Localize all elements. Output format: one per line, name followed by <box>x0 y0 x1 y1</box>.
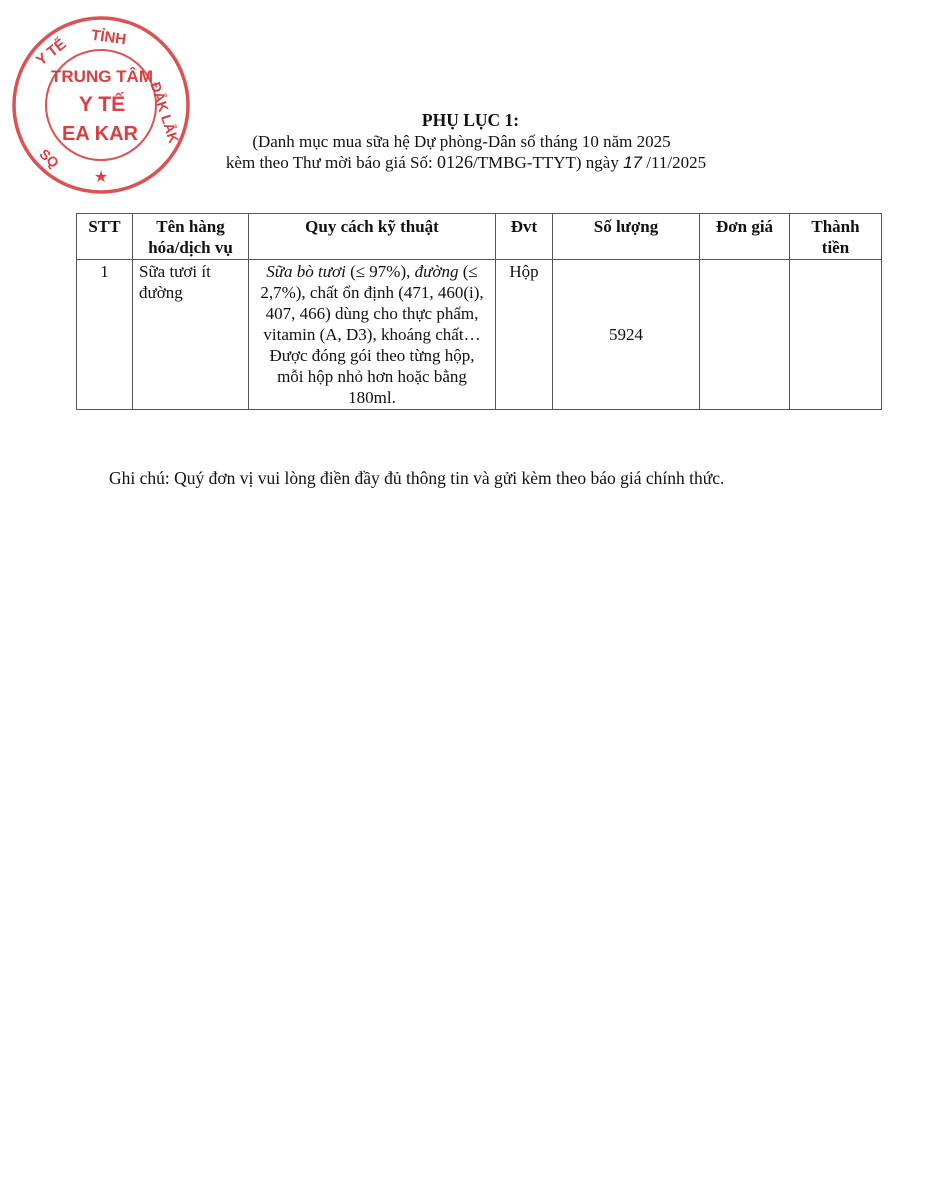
cell-stt: 1 <box>77 260 133 410</box>
seal-left-text: Y TẾ <box>32 35 70 70</box>
header-spec: Quy cách kỹ thuật <box>249 214 496 260</box>
spec-text-2: (≤ 2,7%), chất ổn định (471, 460(i), 407, 466) dùng cho thực phẩm, vitamin (A, D3), khoáng chất… <box>260 262 484 344</box>
header-total: Thành tiền <box>790 214 882 260</box>
goods-table <box>76 213 882 410</box>
spec-packaging: Được đóng gói theo từng hộp, mỗi hộp nhỏ hơn hoặc bằng 180ml. <box>269 346 475 407</box>
header-stt: STT <box>77 214 133 260</box>
table-header-row <box>77 214 882 260</box>
note-text: Ghi chú: Quý đơn vị vui lòng điền đầy đủ thông tin và gửi kèm theo báo giá chính thức. <box>109 468 725 488</box>
seal-top-text: TỈNH <box>90 26 128 49</box>
seal-center-line2: Y TẾ <box>78 93 126 116</box>
cell-total[interactable] <box>790 260 882 410</box>
spec-italic-2: đường <box>414 262 459 281</box>
header-quantity: Số lượng <box>553 214 700 260</box>
appendix-title: PHỤ LỤC 1: <box>421 110 520 130</box>
cell-spec <box>249 260 496 410</box>
seal-right-text: ĐẮK LẮK <box>147 80 183 145</box>
appendix-reference <box>5 152 927 173</box>
reference-month-year: /11/2025 <box>646 153 707 172</box>
appendix-subtitle: (Danh mục mua sữa hệ Dự phòng-Dân số tháng 10 năm 2025 <box>252 132 671 151</box>
document-heading <box>0 110 927 173</box>
seal-star-icon: ★ <box>93 167 109 186</box>
reference-prefix: kèm theo Thư mời báo giá Số: <box>225 153 433 172</box>
seal-center-line1: TRUNG TÂM <box>51 67 153 86</box>
cell-name: Sữa tươi ít đường <box>133 260 249 410</box>
reference-day: 17 <box>623 153 642 172</box>
spec-text-1: (≤ 97%), <box>345 262 415 281</box>
spec-italic-1: Sữa bò tươi <box>266 262 346 281</box>
header-unit-price: Đơn giá <box>700 214 790 260</box>
seal-center-line3: EA KAR <box>62 123 138 145</box>
header-name: Tên hàng hóa/dịch vụ <box>133 214 249 260</box>
reference-code: /TMBG-TTYT) ngày <box>472 153 619 172</box>
reference-number: 0126 <box>436 152 473 172</box>
header-unit: Đvt <box>496 214 553 260</box>
cell-unit: Hộp <box>496 260 553 410</box>
seal-bottom-left-text: SQ <box>36 145 63 171</box>
table-row <box>77 260 882 410</box>
cell-unit-price[interactable] <box>700 260 790 410</box>
cell-quantity: 5924 <box>553 260 700 410</box>
